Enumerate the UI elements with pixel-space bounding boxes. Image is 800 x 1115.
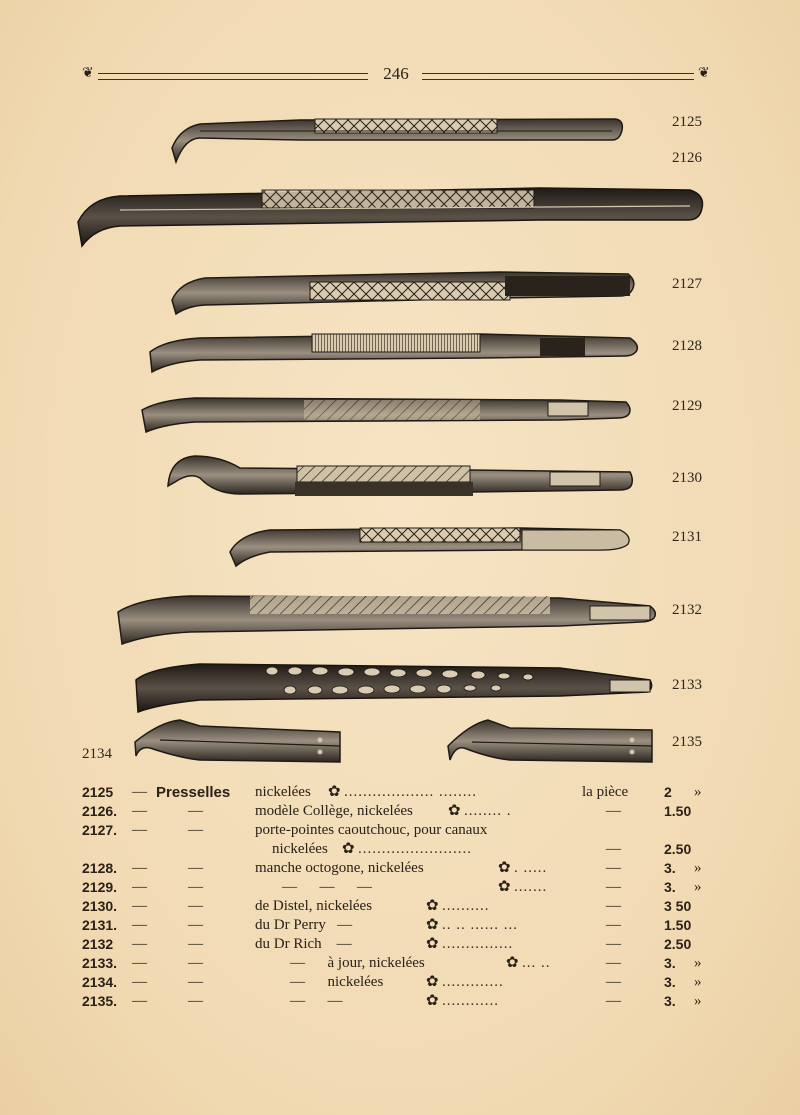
leader-dots: ........................: [358, 841, 472, 857]
item-number: 2128.: [82, 860, 118, 876]
page-number: 246: [383, 64, 409, 83]
leader-dots: . .....: [514, 860, 548, 876]
leader-dots: .............: [442, 974, 504, 990]
item-price: 3.: [664, 974, 676, 990]
item-unit: —: [606, 860, 621, 876]
catalog-row: [82, 821, 722, 840]
dash: —: [188, 822, 203, 838]
rose-icon: ✿: [426, 936, 439, 952]
item-unit: —: [606, 898, 621, 914]
dash: —: [188, 898, 203, 914]
price-suffix: »: [694, 955, 702, 971]
price-suffix: »: [694, 993, 702, 1009]
leader-dots: ..........: [442, 898, 490, 914]
item-description: du Dr Perry —: [255, 917, 353, 933]
rose-icon: ✿: [426, 917, 439, 933]
dash: —: [188, 803, 203, 819]
item-price: 3.: [664, 955, 676, 971]
item-unit: —: [606, 993, 621, 1009]
ornament-left-icon: ❦: [82, 66, 94, 81]
figure-number: 2128: [672, 338, 702, 354]
item-price: 2.50: [664, 936, 692, 952]
item-description: — —: [290, 993, 343, 1009]
leader-dots: ... ..: [522, 955, 551, 971]
dash: —: [188, 936, 203, 952]
item-description: porte-pointes caoutchouc, pour canaux: [255, 822, 488, 838]
tweezer-2133: [136, 664, 652, 712]
tweezer-2128: [150, 334, 637, 372]
figure-number: 2129: [672, 398, 702, 414]
catalog-row: [82, 783, 722, 802]
dash: —: [188, 917, 203, 933]
dash: —: [132, 974, 147, 990]
catalog-row: [82, 878, 722, 897]
figure-number: 2134: [82, 746, 112, 762]
rose-icon: ✿: [426, 993, 439, 1009]
item-number: 2135.: [82, 993, 118, 1009]
leader-dots: ................... ........: [344, 784, 477, 800]
item-price: 3.: [664, 879, 676, 895]
catalog-row: [82, 802, 722, 821]
rose-icon: ✿: [328, 784, 341, 800]
dash: —: [132, 784, 147, 800]
item-unit: —: [606, 917, 621, 933]
tweezer-2130: [168, 456, 632, 496]
dash: —: [132, 879, 147, 895]
item-description: — nickelées: [290, 974, 384, 990]
figure-number: 2133: [672, 677, 702, 693]
rose-icon: ✿: [342, 841, 355, 857]
item-description: de Distel, nickelées: [255, 898, 373, 914]
item-number: 2125: [82, 784, 114, 800]
price-suffix: »: [694, 784, 702, 800]
item-price: 1.50: [664, 803, 692, 819]
tweezer-2126: [78, 188, 703, 246]
item-price: 3 50: [664, 898, 692, 914]
item-number: 2127.: [82, 822, 118, 838]
tweezer-2127: [172, 272, 634, 314]
item-description: nickelées: [255, 784, 311, 800]
rose-icon: ✿: [498, 860, 511, 876]
price-suffix: »: [694, 974, 702, 990]
catalog-row: [82, 935, 722, 954]
item-unit: —: [606, 803, 621, 819]
catalog-row-continued: [82, 840, 722, 859]
tweezer-2131: [230, 528, 629, 566]
rose-icon: ✿: [448, 803, 461, 819]
item-unit: —: [606, 955, 621, 971]
item-unit: —: [606, 879, 621, 895]
dash: —: [132, 803, 147, 819]
item-description-continued: nickelées: [272, 841, 328, 857]
leader-dots: ............: [442, 993, 499, 1009]
tweezer-2134: [135, 720, 340, 762]
dash: —: [188, 860, 203, 876]
item-unit: —: [606, 841, 621, 857]
dash: —: [132, 936, 147, 952]
figure-number: 2130: [672, 470, 702, 486]
item-number: 2126.: [82, 803, 118, 819]
dash: —: [132, 898, 147, 914]
rose-icon: ✿: [506, 955, 519, 971]
product-name: Presselles: [156, 784, 231, 801]
item-description: du Dr Rich —: [255, 936, 352, 952]
item-number: 2133.: [82, 955, 118, 971]
item-price: 2.50: [664, 841, 692, 857]
figure-number: 2131: [672, 529, 702, 545]
item-number: 2132: [82, 936, 114, 952]
leader-dots: ...............: [442, 936, 514, 952]
figure-number: 2125: [672, 114, 702, 130]
rose-icon: ✿: [498, 879, 511, 895]
tweezer-2129: [142, 398, 630, 432]
catalog-row: [82, 916, 722, 935]
dash: —: [132, 993, 147, 1009]
price-suffix: »: [694, 879, 702, 895]
ornament-right-icon: ❦: [698, 66, 710, 81]
catalog-row: [82, 992, 722, 1011]
item-unit: —: [606, 936, 621, 952]
dash: —: [188, 879, 203, 895]
figure-number: 2126: [672, 150, 702, 166]
tweezer-2132: [118, 596, 655, 644]
catalog-row: [82, 954, 722, 973]
item-unit: —: [606, 974, 621, 990]
leader-dots: .......: [514, 879, 548, 895]
item-price: 1.50: [664, 917, 692, 933]
figure-number: 2132: [672, 602, 702, 618]
item-number: 2130.: [82, 898, 118, 914]
item-price: 3.: [664, 993, 676, 1009]
dash: —: [188, 993, 203, 1009]
tweezer-2125: [172, 119, 622, 162]
dash: —: [132, 822, 147, 838]
catalog-row: [82, 897, 722, 916]
dash: —: [132, 860, 147, 876]
leader-dots: .. .. ...... ...: [442, 917, 518, 933]
dash: —: [132, 917, 147, 933]
item-description: manche octogone, nickelées: [255, 860, 424, 876]
leader-dots: ........ .: [464, 803, 512, 819]
item-description: — — —: [282, 879, 372, 895]
rose-icon: ✿: [426, 974, 439, 990]
item-number: 2129.: [82, 879, 118, 895]
rose-icon: ✿: [426, 898, 439, 914]
dash: —: [132, 955, 147, 971]
tweezer-2135: [448, 720, 652, 762]
price-suffix: »: [694, 860, 702, 876]
item-price: 2: [664, 784, 672, 800]
item-price: 3.: [664, 860, 676, 876]
item-unit: la pièce: [582, 784, 629, 800]
figure-number: 2127: [672, 276, 702, 292]
catalog-row: [82, 859, 722, 878]
catalog-row: [82, 973, 722, 992]
item-description: — à jour, nickelées: [290, 955, 425, 971]
item-number: 2131.: [82, 917, 118, 933]
figure-number: 2135: [672, 734, 702, 750]
item-number: 2134.: [82, 974, 118, 990]
item-description: modèle Collège, nickelées: [255, 803, 413, 819]
dash: —: [188, 955, 203, 971]
dash: —: [188, 974, 203, 990]
